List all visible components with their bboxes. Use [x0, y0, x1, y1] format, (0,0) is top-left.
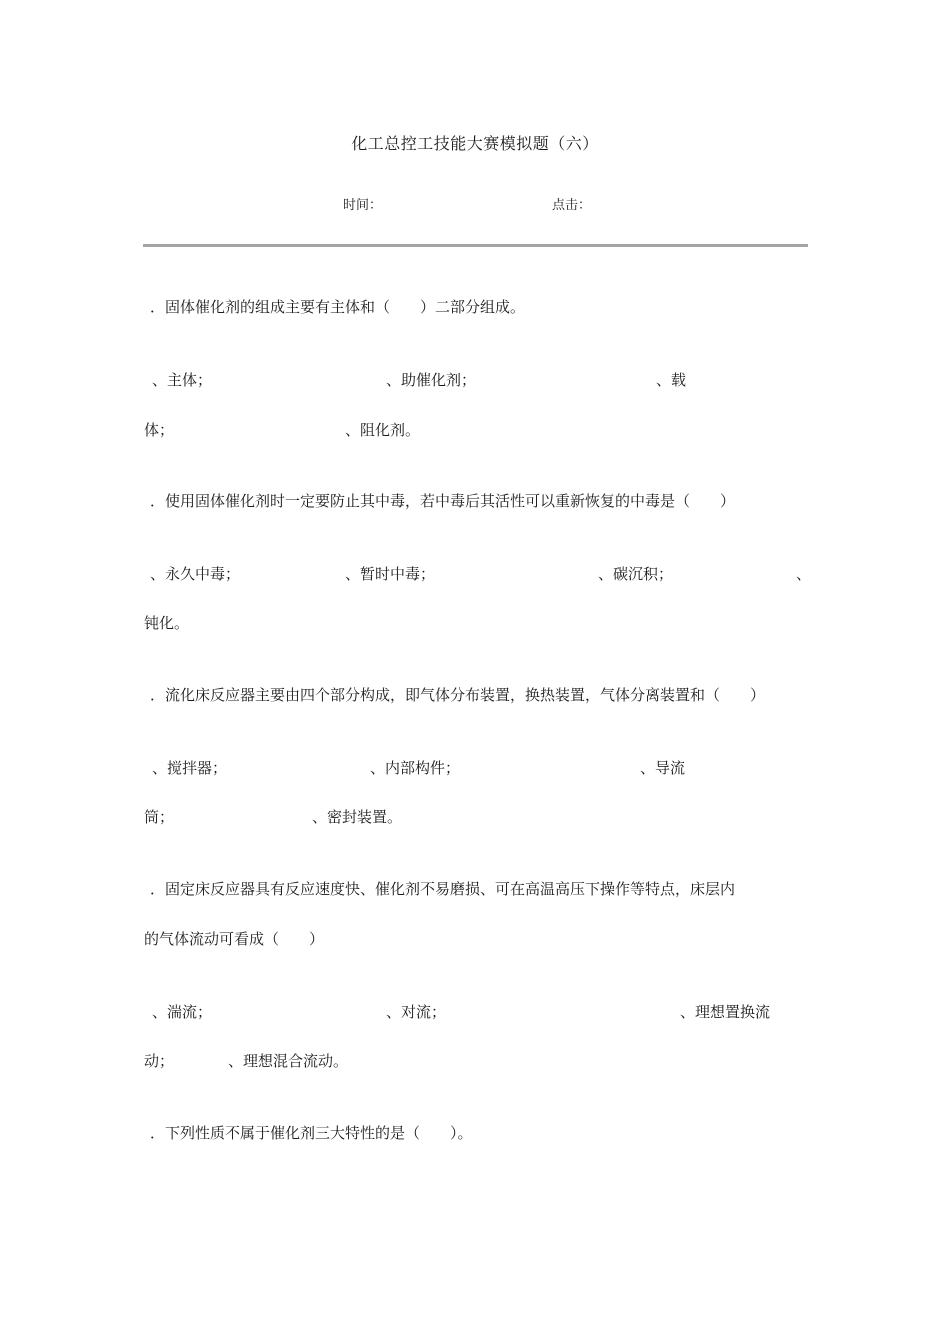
question-3-option-a: 、搅拌器； — [152, 759, 228, 777]
question-3-option-c: 、导流 — [640, 759, 686, 777]
question-4-stem-cont: 的气体流动可看成（ ） — [144, 930, 325, 948]
page-title: 化工总控工技能大赛模拟题（六） — [351, 134, 599, 153]
time-label: 时间： — [343, 198, 383, 213]
question-1-option-a: 、主体； — [152, 371, 213, 389]
question-2-option-b: 、暂时中毒； — [345, 565, 436, 583]
question-4-option-c-cont: 动； — [144, 1052, 175, 1070]
question-2-option-c: 、碳沉积； — [598, 565, 674, 583]
question-1-stem: ．固体催化剂的组成主要有主体和（ ）二部分组成。 — [150, 298, 526, 316]
question-3-option-b: 、内部构件； — [370, 759, 461, 777]
question-1-option-d: 、阻化剂。 — [345, 421, 421, 439]
question-1-option-b: 、助催化剂； — [386, 371, 477, 389]
question-3-option-d: 、密封装置。 — [312, 808, 403, 826]
question-4-option-d: 、理想混合流动。 — [228, 1052, 349, 1070]
question-4-stem: ．固定床反应器具有反应速度快、催化剂不易磨损、可在高温高压下操作等特点，床层内 — [150, 880, 736, 898]
question-3-option-c-cont: 筒； — [144, 808, 175, 826]
question-2-option-d: 、 — [796, 565, 812, 583]
question-5-stem: ．下列性质不属于催化剂三大特性的是（ ）。 — [150, 1124, 473, 1142]
question-4-option-c: 、理想置换流 — [680, 1003, 771, 1021]
score-label: 点击： — [552, 198, 592, 213]
question-4-option-a: 、湍流； — [152, 1003, 213, 1021]
question-2-stem: ．使用固体催化剂时一定要防止其中毒，若中毒后其活性可以重新恢复的中毒是（ ） — [150, 492, 736, 510]
question-2-option-d-cont: 钝化。 — [144, 614, 190, 632]
header-divider — [143, 244, 808, 247]
question-4-option-b: 、对流； — [386, 1003, 447, 1021]
question-1-option-c: 、载 — [656, 371, 687, 389]
question-2-option-a: 、永久中毒； — [150, 565, 241, 583]
question-1-option-c-cont: 体； — [144, 421, 175, 439]
question-3-stem: ．流化床反应器主要由四个部分构成，即气体分布装置，换热装置，气体分离装置和（ ） — [150, 686, 766, 704]
